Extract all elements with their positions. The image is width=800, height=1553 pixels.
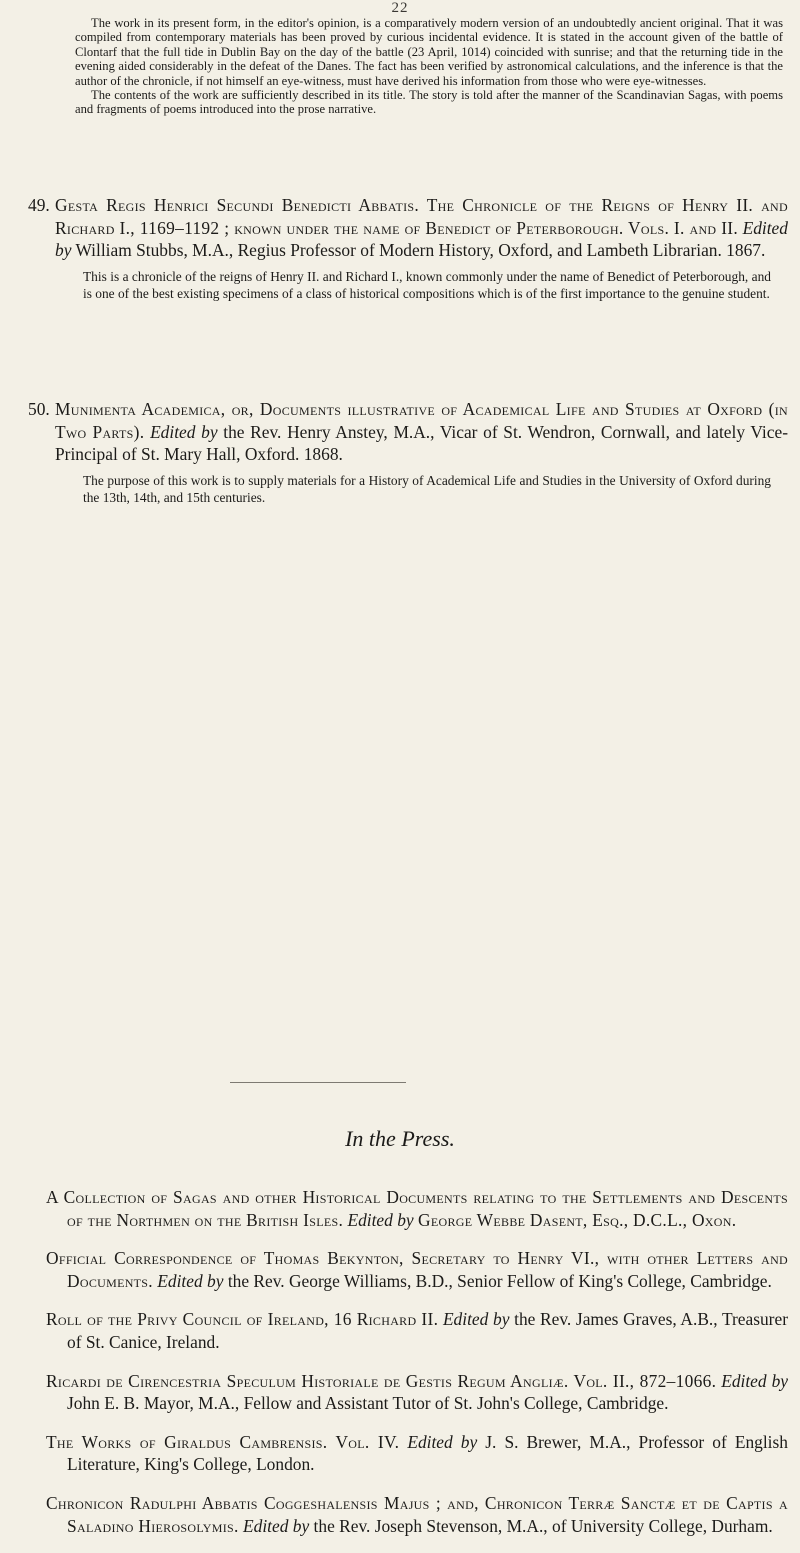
- press-item-title: Roll of the Privy Council of Ireland, 16 Richard II.: [46, 1309, 439, 1330]
- entry-title: Gesta Regis Henrici Secundi Benedicti Abbatis. The Chronicle of the Reigns of Henry II. and Richard I., 1169–1192 ; known under the name of Benedict of Peterborough. Vols. I. and II.: [55, 195, 788, 238]
- entry-note: This is a chronicle of the reigns of Henry II. and Richard I., known commonly under the name of Benedict of Peterborough, and is one of the best existing specimens of a class of historical compositions which is of the first importance to the genuine student.: [83, 268, 771, 301]
- edited-by-label: Edited by: [150, 421, 218, 442]
- press-item: [46, 1492, 788, 1537]
- press-item-title: Chronicon Radulphi Abbatis Coggeshalensis Majus ; and, Chronicon Terræ Sanctæ et de Captis a Saladino Hierosolymis.: [46, 1492, 788, 1536]
- edited-by-label: Edited by: [243, 1515, 310, 1536]
- press-item-editor: J. S. Brewer, M.A., Professor of English Literature, King's College, London.: [67, 1431, 788, 1475]
- edited-by-label: Edited by: [407, 1431, 478, 1452]
- press-item-editor: George Webbe Dasent, Esq., D.C.L., Oxon.: [417, 1209, 737, 1230]
- press-item: [46, 1247, 788, 1292]
- entry-note: The purpose of this work is to supply materials for a History of Academical Life and Studies in the University of Oxford during the 13th, 14th, and 15th centuries.: [83, 472, 771, 505]
- edited-by-label: Edited by: [721, 1370, 788, 1391]
- press-item: [46, 1370, 788, 1415]
- press-item-title: The Works of Giraldus Cambrensis. Vol. IV.: [46, 1431, 400, 1452]
- press-item-editor: the Rev. George Williams, B.D., Senior Fellow of King's College, Cambridge.: [227, 1270, 772, 1291]
- in-the-press-list: [46, 1186, 788, 1553]
- intro-paragraph-2: The contents of the work are sufficiently described in its title. The story is told after the manner of the Scandinavian Sagas, with poems and fragments of poems introduced into the prose narrative.: [75, 88, 783, 117]
- entry-title: Munimenta Academica, or, Documents illustrative of Academical Life and Studies at Oxford (in Two Parts).: [55, 399, 788, 442]
- press-item-editor: the Rev. James Graves, A.B., Treasurer of St. Canice, Ireland.: [67, 1309, 788, 1352]
- section-divider: [230, 1082, 406, 1083]
- press-item: [46, 1431, 788, 1476]
- intro-paragraph-1: The work in its present form, in the editor's opinion, is a comparatively modern version of an undoubtedly ancient original. That it was compiled from contemporary materials has been proved by curious incidental evidence. It is stated in the account given of the battle of Clontarf that the full tide in Dublin Bay on the day of the battle (23 April, 1014) coincided with sunrise; and that the returning tide in the evening aided considerably in the defeat of the Danes. The fact has been verified by astronomical calculations, and the inference is that the author of the chronicle, if not himself an eye-witness, must have derived his information from those who were eye-witnesses.: [75, 16, 783, 88]
- edited-by-label: Edited by: [55, 217, 788, 260]
- edited-by-label: Edited by: [157, 1270, 224, 1291]
- entry-heading: [28, 398, 788, 466]
- press-item-editor: the Rev. Joseph Stevenson, M.A., of University College, Durham.: [313, 1515, 773, 1536]
- catalogue-entry-50: [28, 398, 788, 506]
- press-item: [46, 1186, 788, 1231]
- entry-editor: the Rev. Henry Anstey, M.A., Vicar of St. Wendron, Cornwall, and lately Vice-Principal of St. Mary Hall, Oxford. 1868.: [55, 421, 788, 464]
- press-item: [46, 1308, 788, 1353]
- entry-number: 50.: [28, 399, 50, 419]
- entry-number: 49.: [28, 195, 50, 215]
- press-item-title: A Collection of Sagas and other Historical Documents relating to the Settlements and Descents of the Northmen on the British Isles.: [46, 1187, 788, 1230]
- in-the-press-heading: In the Press.: [345, 1126, 455, 1151]
- page-number: 22: [391, 0, 409, 16]
- edited-by-label: Edited by: [347, 1209, 414, 1230]
- intro-note: [75, 16, 783, 117]
- catalogue-entry-49: [28, 194, 788, 302]
- entry-heading: [28, 194, 788, 262]
- press-item-title: Official Correspondence of Thomas Bekynton, Secretary to Henry VI., with other Letters and Documents.: [46, 1248, 788, 1291]
- edited-by-label: Edited by: [442, 1309, 510, 1330]
- press-item-title: Ricardi de Cirencestria Speculum Historiale de Gestis Regum Angliæ. Vol. II., 872–1066.: [46, 1370, 717, 1391]
- entry-editor: William Stubbs, M.A., Regius Professor of Modern History, Oxford, and Lambeth Librarian. 1867.: [75, 240, 766, 260]
- press-item-editor: John E. B. Mayor, M.A., Fellow and Assistant Tutor of St. John's College, Cambridge.: [67, 1393, 669, 1414]
